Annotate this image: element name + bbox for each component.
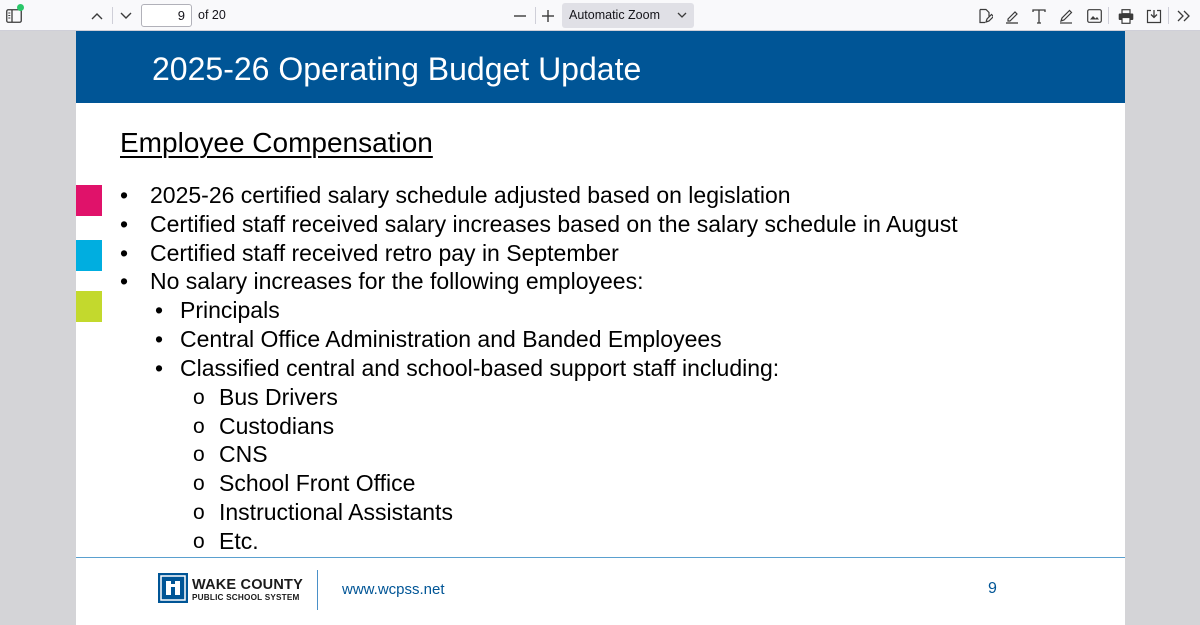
bullet-item xyxy=(120,239,619,268)
bullet-text: Bus Drivers xyxy=(219,384,338,410)
page-count-label: of 20 xyxy=(198,8,226,22)
toolbar-separator xyxy=(112,7,113,24)
logo-subtitle: PUBLIC SCHOOL SYSTEM xyxy=(192,593,300,602)
bullet-marker: • xyxy=(155,297,164,323)
print-icon[interactable] xyxy=(1115,5,1137,27)
sub-sub-bullet-item xyxy=(193,527,259,556)
bullet-text: Certified staff received retro pay in September xyxy=(150,240,619,266)
bullet-text: Certified staff received salary increases based on the salary schedule in August xyxy=(150,211,958,237)
zoom-in-icon[interactable] xyxy=(537,5,559,27)
bullet-marker: o xyxy=(193,386,205,409)
section-heading: Employee Compensation xyxy=(120,127,433,158)
bullet-text: 2025-26 certified salary schedule adjusted based on legislation xyxy=(150,182,791,208)
page-number-input[interactable]: 9 xyxy=(141,4,192,27)
more-tools-icon[interactable] xyxy=(1173,5,1195,27)
edit-pdf-icon[interactable] xyxy=(974,5,996,27)
bullet-text: CNS xyxy=(219,441,268,467)
bullet-text: Central Office Administration and Banded Employees xyxy=(180,326,722,352)
accent-block-lime xyxy=(76,291,102,322)
slide-header-bar xyxy=(76,31,1125,103)
sub-sub-bullet-item xyxy=(193,412,334,441)
sub-sub-bullet-item xyxy=(193,440,268,469)
bullet-marker: o xyxy=(193,415,205,438)
wcpss-logo-icon xyxy=(158,573,188,603)
toolbar-separator xyxy=(1108,7,1109,24)
sub-bullet-item xyxy=(155,325,722,354)
bullet-marker: • xyxy=(120,240,129,266)
bullet-marker: o xyxy=(193,530,205,553)
sub-sub-bullet-item xyxy=(193,469,415,498)
bullet-marker: • xyxy=(120,211,129,237)
bullet-item xyxy=(120,181,791,210)
zoom-select[interactable] xyxy=(562,3,694,28)
image-icon[interactable] xyxy=(1083,5,1105,27)
bullet-marker: o xyxy=(193,501,205,524)
bullet-text: Etc. xyxy=(219,528,259,554)
logo-title: WAKE COUNTY xyxy=(192,577,303,593)
footer-rule xyxy=(76,557,1125,558)
bullet-text: School Front Office xyxy=(219,470,416,496)
bullet-item xyxy=(120,267,643,296)
bullet-marker: • xyxy=(155,355,164,381)
slide-title: 2025-26 Operating Budget Update xyxy=(152,51,642,87)
accent-block-cyan xyxy=(76,240,102,271)
bullet-text: Classified central and school-based support staff including: xyxy=(180,355,780,381)
sub-sub-bullet-item xyxy=(193,383,338,412)
toolbar-separator xyxy=(1168,7,1169,24)
bullet-item xyxy=(120,210,958,239)
footer-url-link[interactable]: www.wcpss.net xyxy=(342,581,445,598)
sub-bullet-item xyxy=(155,296,280,325)
toolbar-separator xyxy=(535,7,536,24)
bullet-text: Instructional Assistants xyxy=(219,499,453,525)
notification-dot xyxy=(17,4,24,11)
slide-page-number: 9 xyxy=(988,580,997,597)
bullet-marker: o xyxy=(193,443,205,466)
sub-sub-bullet-item xyxy=(193,498,453,527)
previous-page-icon[interactable] xyxy=(86,5,108,27)
bullet-marker: • xyxy=(120,268,129,294)
accent-block-magenta xyxy=(76,185,102,216)
bullet-marker: o xyxy=(193,472,205,495)
highlight-icon[interactable] xyxy=(1001,5,1023,27)
text-icon[interactable] xyxy=(1028,5,1050,27)
next-page-icon[interactable] xyxy=(115,5,137,27)
bullet-text: Custodians xyxy=(219,413,335,439)
bullet-marker: • xyxy=(155,326,164,352)
zoom-select-value: Automatic Zoom xyxy=(569,8,661,22)
viewer-toolbar xyxy=(0,0,1200,31)
sub-bullet-item xyxy=(155,354,779,383)
bullet-text: No salary increases for the following employees: xyxy=(150,268,644,294)
bullet-marker: • xyxy=(120,182,129,208)
pdf-page xyxy=(76,31,1125,625)
zoom-out-icon[interactable] xyxy=(509,5,531,27)
save-icon[interactable] xyxy=(1143,5,1165,27)
footer-divider xyxy=(317,570,318,610)
bullet-text: Principals xyxy=(180,297,280,323)
draw-icon[interactable] xyxy=(1055,5,1077,27)
